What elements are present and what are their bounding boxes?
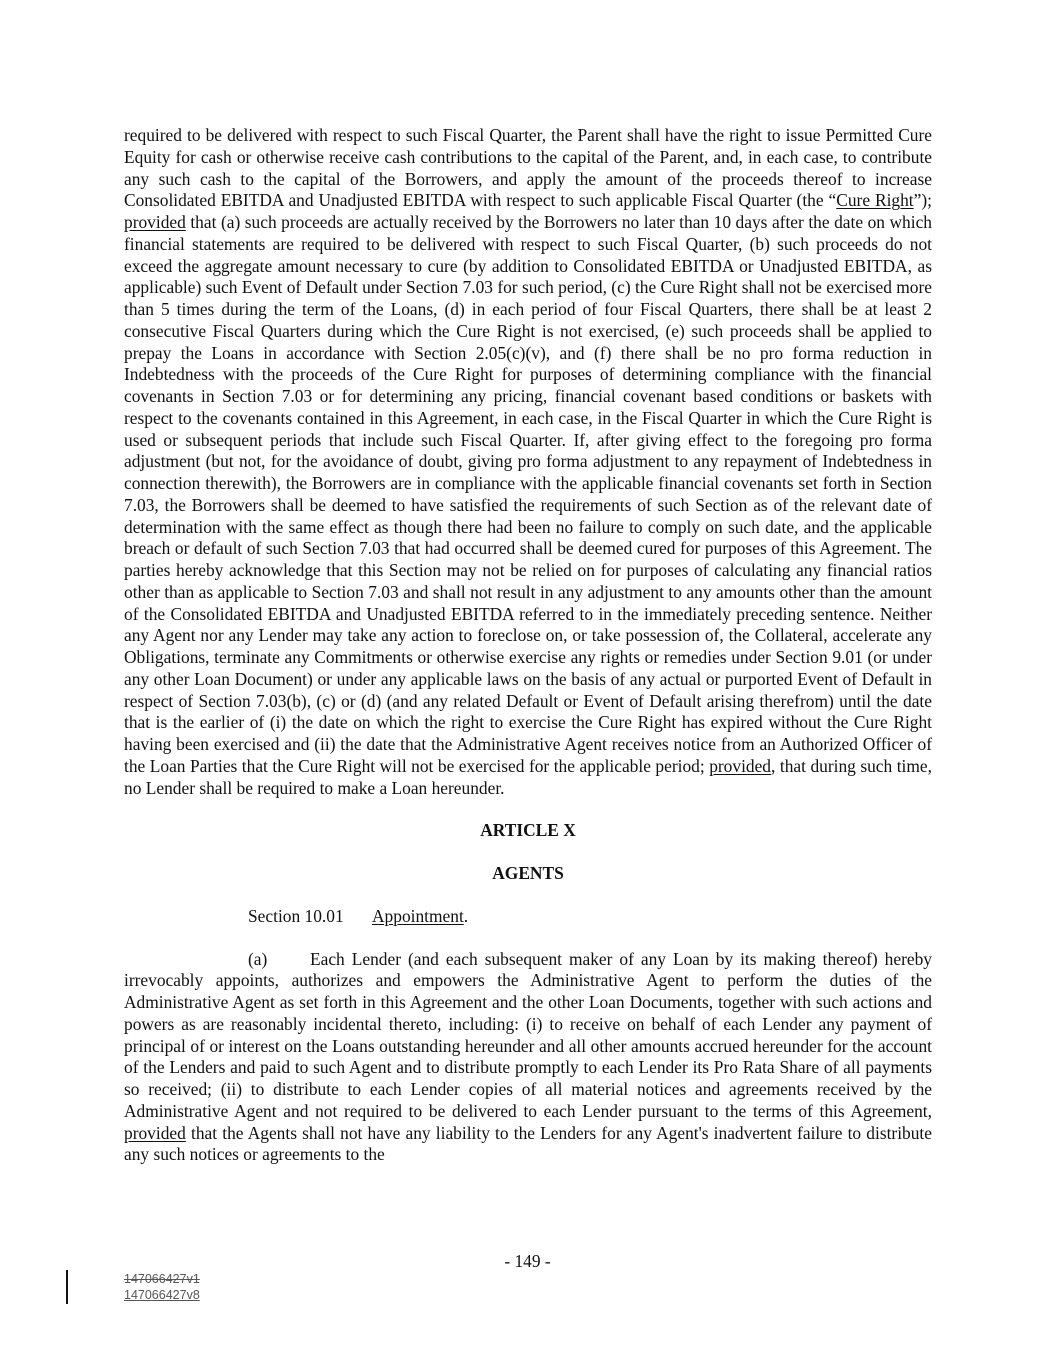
defined-term-cure-right: Cure Right xyxy=(836,190,914,211)
paragraph-text: ”); xyxy=(913,190,932,211)
clause-a-paragraph xyxy=(124,949,932,1167)
section-title-suffix: . xyxy=(463,905,469,926)
provided-term: provided xyxy=(709,755,772,776)
paragraph-text: that (a) such proceeds are actually received by the Borrowers no later than 10 days after the date on which financial statements are required to be delivered with respect to such Fiscal Quarter, (b) such proceeds do not exceed the aggregate amount necessary to cure (by addition to Consolidated EBITDA or Unadjusted EBITDA, as applicable) such Event of Default under Section 7.03 for such period, (c) the Cure Right shall not be exercised more than 5 times during the term of the Loans, (d) in each period of four Fiscal Quarters, there shall be at least 2 consecutive Fiscal Quarters during which the Cure Right is not exercised, (e) such proceeds shall be applied to prepay the Loans in accordance with Section 2.05(c)(v), and (f) there shall be no pro forma reduction in Indebtedness with the proceeds of the Cure Right for purposes of determining compliance with the financial covenants in Section 7.03 or for determining any pricing, financial covenant based conditions or baskets with respect to the covenants contained in this Agreement, in each case, in the Fiscal Quarter in which the Cure Right is used or subsequent periods that include such Fiscal Quarter. If, after giving effect to the foregoing pro forma adjustment (but not, for the avoidance of doubt, giving pro forma adjustment to any repayment of Indebtedness in connection therewith), the Borrowers are in compliance with the applicable financial covenants set forth in Section 7.03, the Borrowers shall be deemed to have satisfied the requirements of such Section as of the relevant date of determination with the same effect as though there had been no failure to comply on such date, and the applicable breach or default of such Section 7.03 that had occurred shall be deemed cured for purposes of this Agreement. The parties hereby acknowledge that this Section may not be relied on for purposes of calculating any financial ratios other than as applicable to Section 7.03 and shall not result in any adjustment to any amounts other than the amount of the Consolidated EBITDA and Unadjusted EBITDA referred to in the immediately preceding sentence. Neither any Agent nor any Lender may take any action to foreclose on, or take possession of, the Collateral, accelerate any Obligations, terminate any Commitments or otherwise exercise any rights or remedies under Section 9.01 (or under any other Loan Document) or under any applicable laws on the basis of any actual or purported Event of Default in respect of Section 7.03(b), (c) or (d) (and any related Default or Event of Default arising therefrom) until the date that is the earlier of (i) the date on which the right to exercise the Cure Right has expired without the Cure Right having been exercised and (ii) the date that the Administrative Agent receives notice from an Authorized Officer of the Loan Parties that the Cure Right will not be exercised for the applicable period; xyxy=(124,212,932,776)
cure-right-paragraph xyxy=(124,125,932,799)
page-number: - 149 - xyxy=(504,1251,551,1271)
clause-label: (a) xyxy=(248,948,268,969)
article-title: AGENTS xyxy=(492,863,564,883)
paragraph-text: required to be delivered with respect to such Fiscal Quarter, the Parent shall have the right to issue Permitted Cure Equity for cash or otherwise receive cash contributions to the capital of the Parent, and, in each case, to contribute any such cash to the capital of the Borrowers, and apply the amount of the proceeds thereof to increase Consolidated EBITDA and Unadjusted EBITDA with respect to such applicable Fiscal Quarter (the “ xyxy=(124,125,932,211)
paragraph-text: Each Lender (and each subsequent maker of any Loan by its making thereof) hereby irrevocably appoints, authorizes and empowers the Administrative Agent to perform the duties of the Administrative Agent as set forth in this Agreement and the other Loan Documents, together with such actions and powers as are reasonably incidental thereto, including: (i) to receive on behalf of each Lender any payment of principal of or interest on the Loans outstanding hereunder and all other amounts accrued hereunder for the account of the Lenders and paid to such Agent and to distribute promptly to each Lender its Pro Rata Share of all payments so received; (ii) to distribute to each Lender copies of all material notices and agreements received by the Administrative Agent and not required to be delivered to each Lender pursuant to the terms of this Agreement, xyxy=(124,948,932,1121)
provided-term: provided xyxy=(124,212,186,232)
paragraph-text: , that during such time, no Lender shall be required to make a Loan hereunder. xyxy=(124,755,932,798)
document-page-body xyxy=(124,125,932,1166)
revision-change-bar xyxy=(66,1270,68,1304)
document-id-new: 147066427v8 xyxy=(124,1288,200,1302)
section-title: Appointment xyxy=(372,905,464,926)
article-number: ARTICLE X xyxy=(480,820,576,841)
paragraph-text: that the Agents shall not have any liability to the Lenders for any Agent's inadvertent failure to distribute any such notices or agreements to the xyxy=(124,1122,932,1165)
document-id-old: 147066427v1 xyxy=(124,1272,200,1286)
provided-term: provided xyxy=(124,1122,186,1143)
section-number: Section 10.01 xyxy=(248,905,344,926)
section-heading xyxy=(248,906,932,928)
document-id-block xyxy=(124,1271,200,1303)
